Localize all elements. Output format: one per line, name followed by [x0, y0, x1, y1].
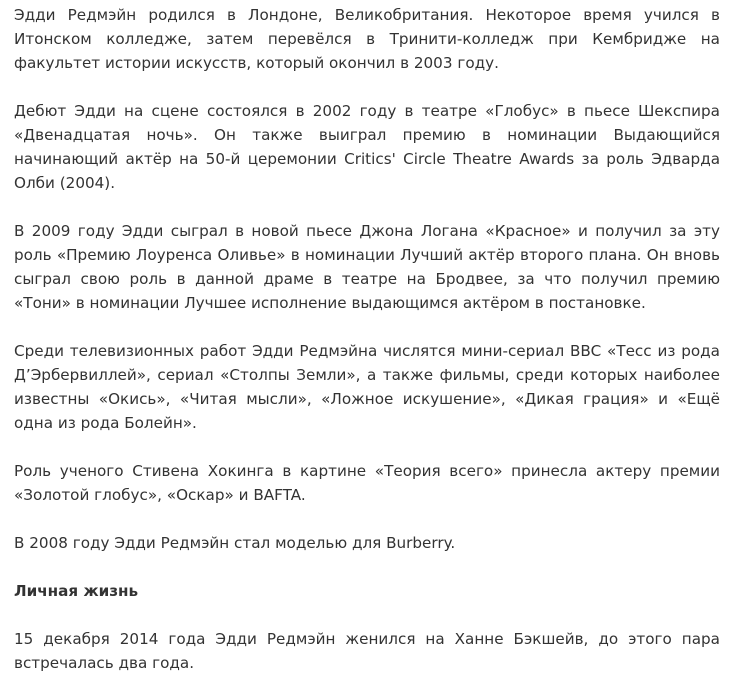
- filmography-paragraph: Среди телевизионных работ Эдди Редмэйна числятся мини-сериал BBC «Тесс из рода Д’Эрбервиллей», сериал «Столпы Земли», а также фильмы, среди которых наиболее известны «Окись», «Читая мысли», «Ложное искушение», «Дикая грация» и «Ещё одна из рода Болейн».: [14, 342, 720, 432]
- awards-paragraph: В 2009 году Эдди сыграл в новой пьесе Джона Логана «Красное» и получил за эту роль «Премию Лоуренса Оливье» в номинации Лучший актёр второго плана. Он вновь сыграл свою роль в данной драме в театре на Бродвее, за что получил премию «Тони» в номинации Лучшее исполнение выдающимся актёром в постановке.: [14, 222, 720, 312]
- personal-life-heading: Личная жизнь: [14, 582, 139, 600]
- article-body: [14, 3, 720, 675]
- biography-paragraph: Эдди Редмэйн родился в Лондоне, Великобритания. Некоторое время учился в Итонском колледже, затем перевёлся в Тринити-колледж при Кембридже на факультет истории искусств, который окончил в 2003 году.: [14, 6, 720, 72]
- stage-debut-paragraph: Дебют Эдди на сцене состоялся в 2002 году в театре «Глобус» в пьесе Шекспира «Двенадцатая ночь». Он также выиграл премию в номинации Выдающийся начинающий актёр на 50-й церемонии Critics' Circle Theatre Awards за роль Эдварда Олби (2004).: [14, 102, 720, 192]
- burberry-paragraph: В 2008 году Эдди Редмэйн стал моделью для Burberry.: [14, 534, 456, 552]
- hawking-role-paragraph: Роль ученого Стивена Хокинга в картине «Теория всего» принесла актеру премии «Золотой глобус», «Оскар» и BAFTA.: [14, 462, 720, 504]
- personal-life-paragraph: 15 декабря 2014 года Эдди Редмэйн женился на Ханне Бэкшейв, до этого пара встречалась два года.: [14, 630, 720, 672]
